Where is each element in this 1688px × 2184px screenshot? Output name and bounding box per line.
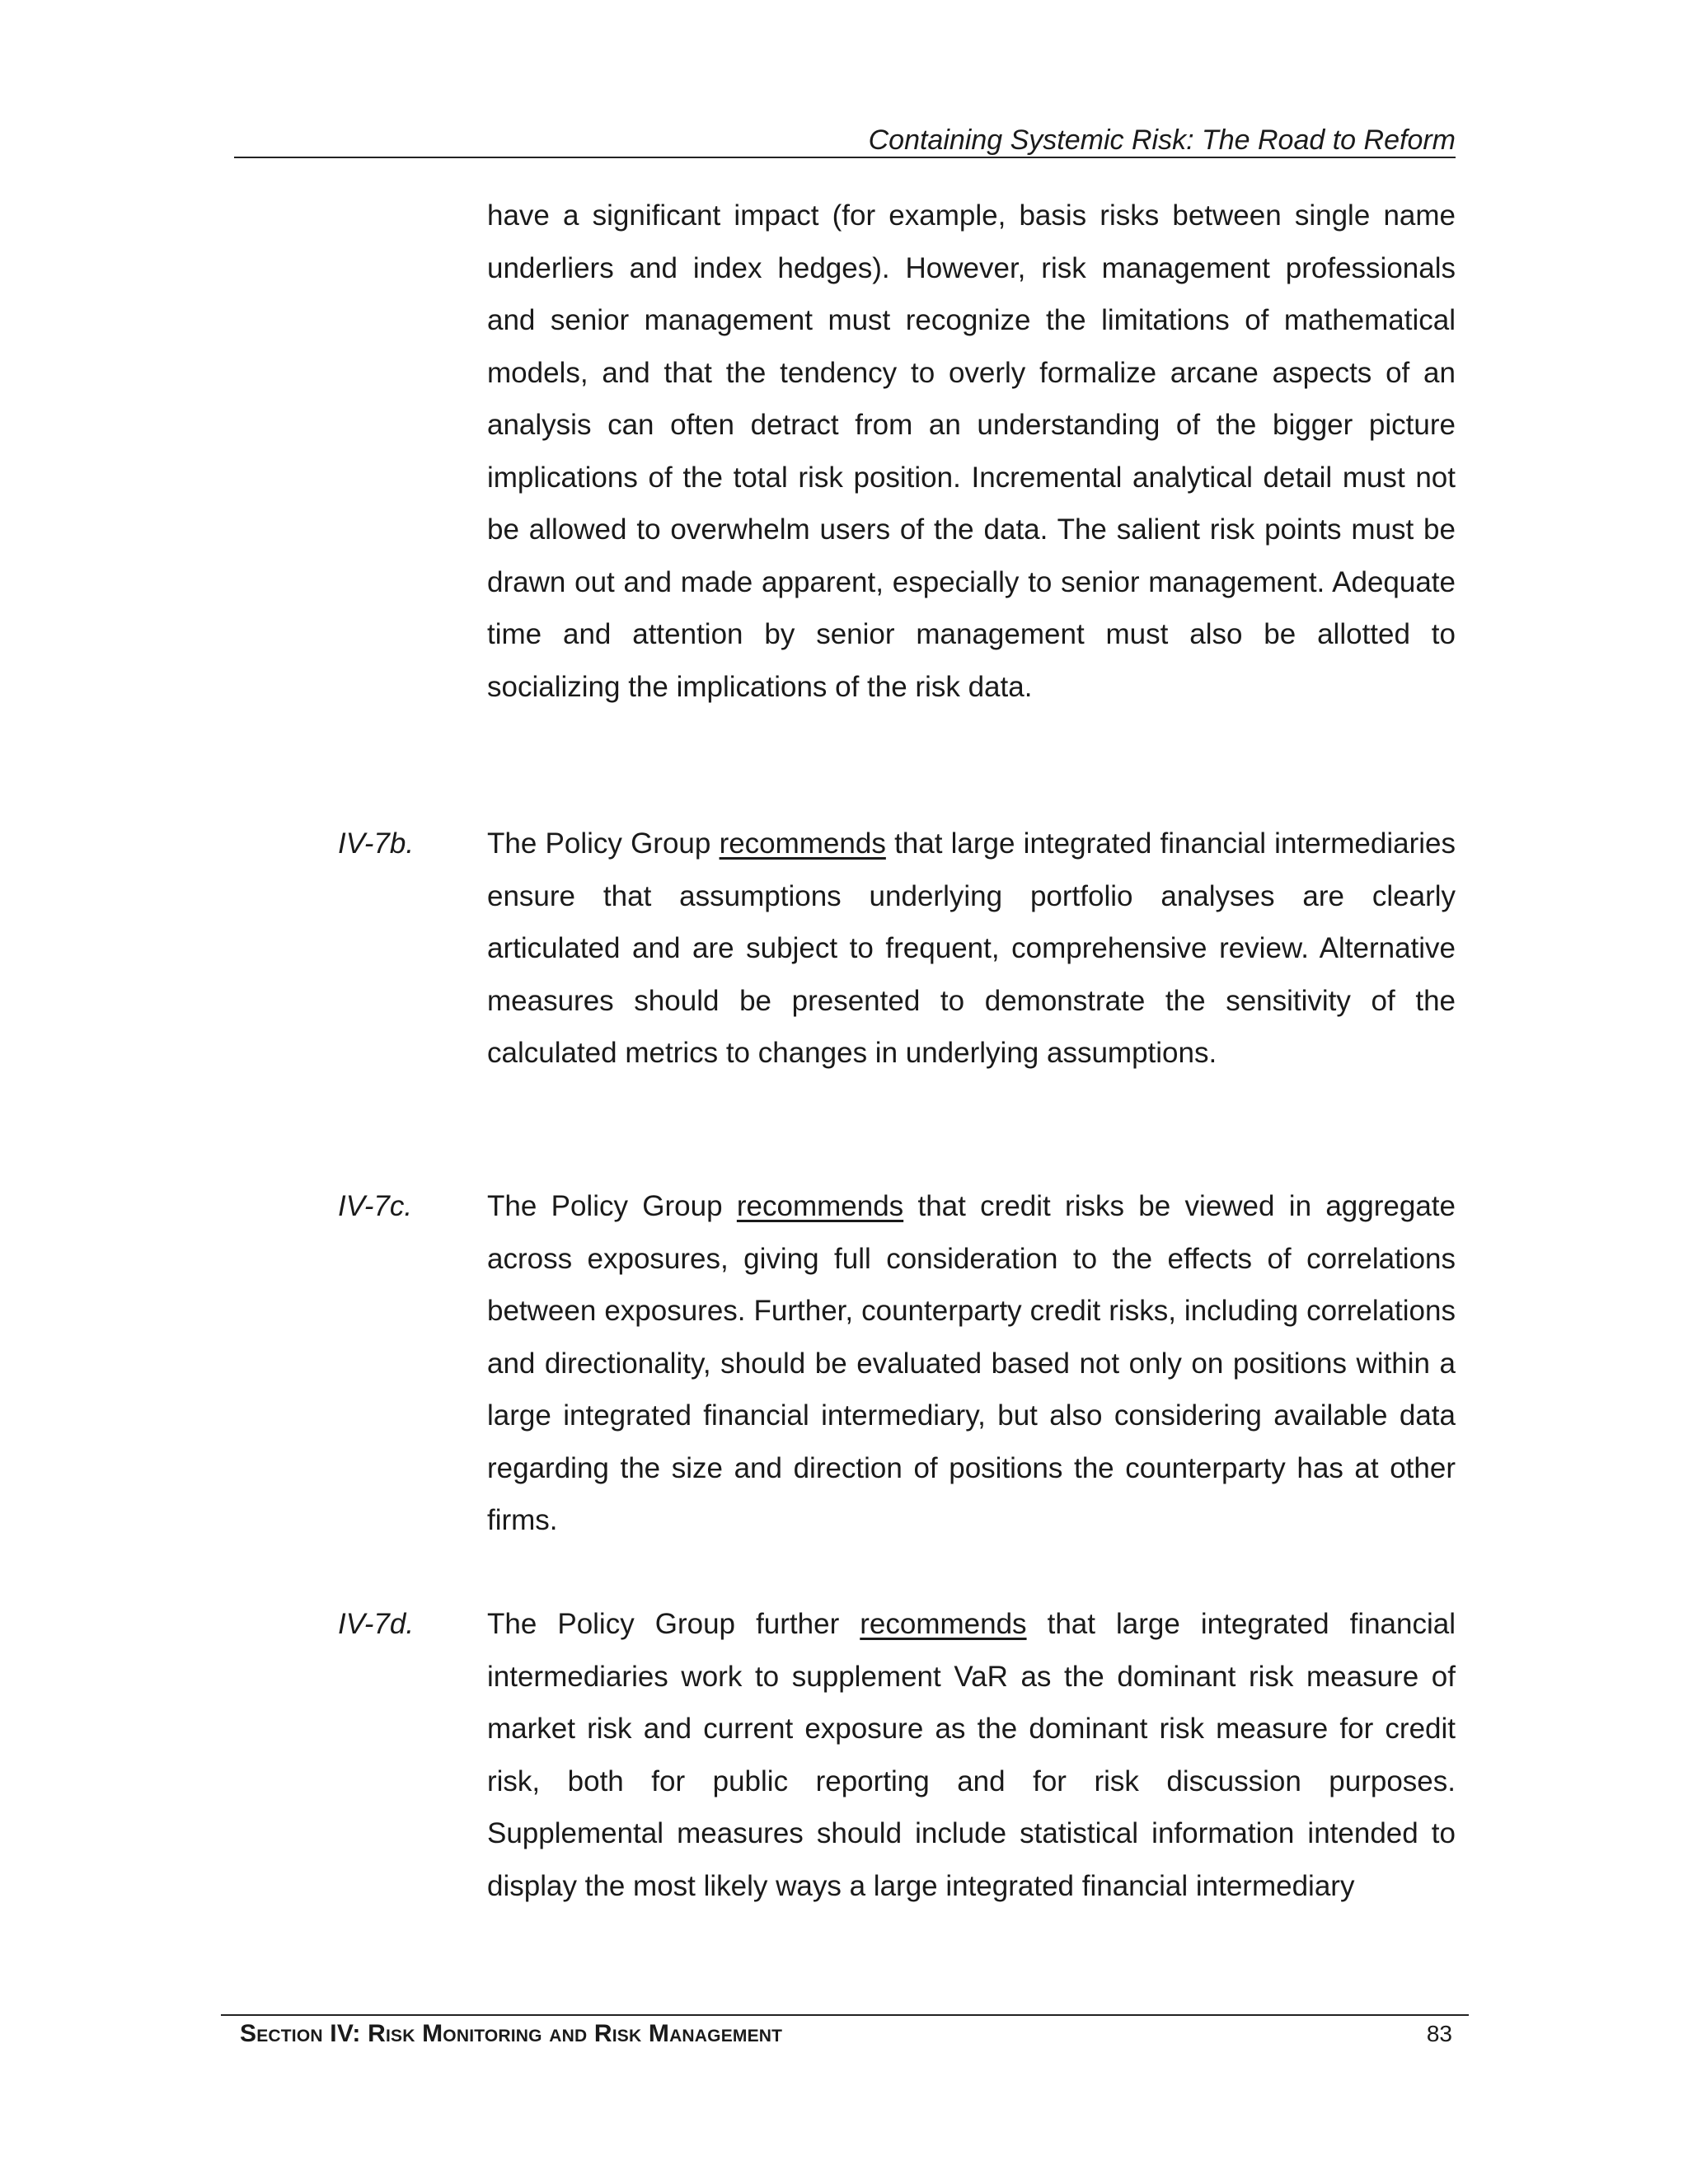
recommendation-text (487, 818, 1456, 1080)
footer-rule (221, 2014, 1469, 2016)
recommendation-text-body: that credit risks be viewed in aggregate across exposures, giving full consideration to the effects of correlations between exposures. Further, counterparty credit risks, including correlations and directionality, should be evaluated based not only on positions within a large integrated financial intermediary, but also considering available data regarding the size and direction of positions the counterparty has at other firms. (487, 1190, 1456, 1536)
recommendation-label: IV-7b. (338, 827, 415, 860)
recommends-underlined: recommends (860, 1608, 1027, 1640)
recommendation-label: IV-7c. (338, 1190, 413, 1222)
recommendation-label: IV-7d. (338, 1608, 415, 1640)
running-header-title: Containing Systemic Risk: The Road to Reform (868, 124, 1456, 156)
recommends-underlined: recommends (736, 1190, 904, 1222)
header-rule (234, 157, 1456, 158)
recommendation-text (487, 1598, 1456, 1912)
recommendation-text-lead: The Policy Group (487, 1190, 737, 1222)
page-number: 83 (1426, 2021, 1452, 2046)
recommends-underlined: recommends (719, 827, 886, 860)
recommendation-text-lead: The Policy Group (487, 827, 720, 860)
continuation-paragraph: have a significant impact (for example, basis risks between single name underliers and index hedges). However, risk management professionals and senior management must recognize the limitations of mathematical models, and that the tendency to overly formalize arcane aspects of an analysis can often detract from an understanding of the bigger picture implications of the total risk position. Incremental analytical detail must not be allowed to overwhelm users of the data. The salient risk points must be drawn out and made apparent, especially to senior management. Adequate time and attention by senior management must also be allotted to socializing the implications of the risk data. (487, 199, 1456, 703)
footer-section-title: Section IV: Risk Monitoring and Risk Management (240, 2020, 783, 2047)
recommendation-text-body: that large integrated financial intermediaries work to supplement VaR as the dominant risk measure of market risk and current exposure as the dominant risk measure for credit risk, both for public reporting and for risk discussion purposes. Supplemental measures should include statistical information intended to display the most likely ways a large integrated financial intermediary (487, 1608, 1456, 1902)
recommendation-text-lead: The Policy Group further (487, 1608, 860, 1640)
recommendation-text (487, 1180, 1456, 1547)
recommendation-text-body: that large integrated financial intermediaries ensure that assumptions underlying portfolio analyses are clearly articulated and are subject to frequent, comprehensive review. Alternative measures should be presented to demonstrate the sensitivity of the calculated metrics to changes in underlying assumptions. (487, 827, 1456, 1069)
